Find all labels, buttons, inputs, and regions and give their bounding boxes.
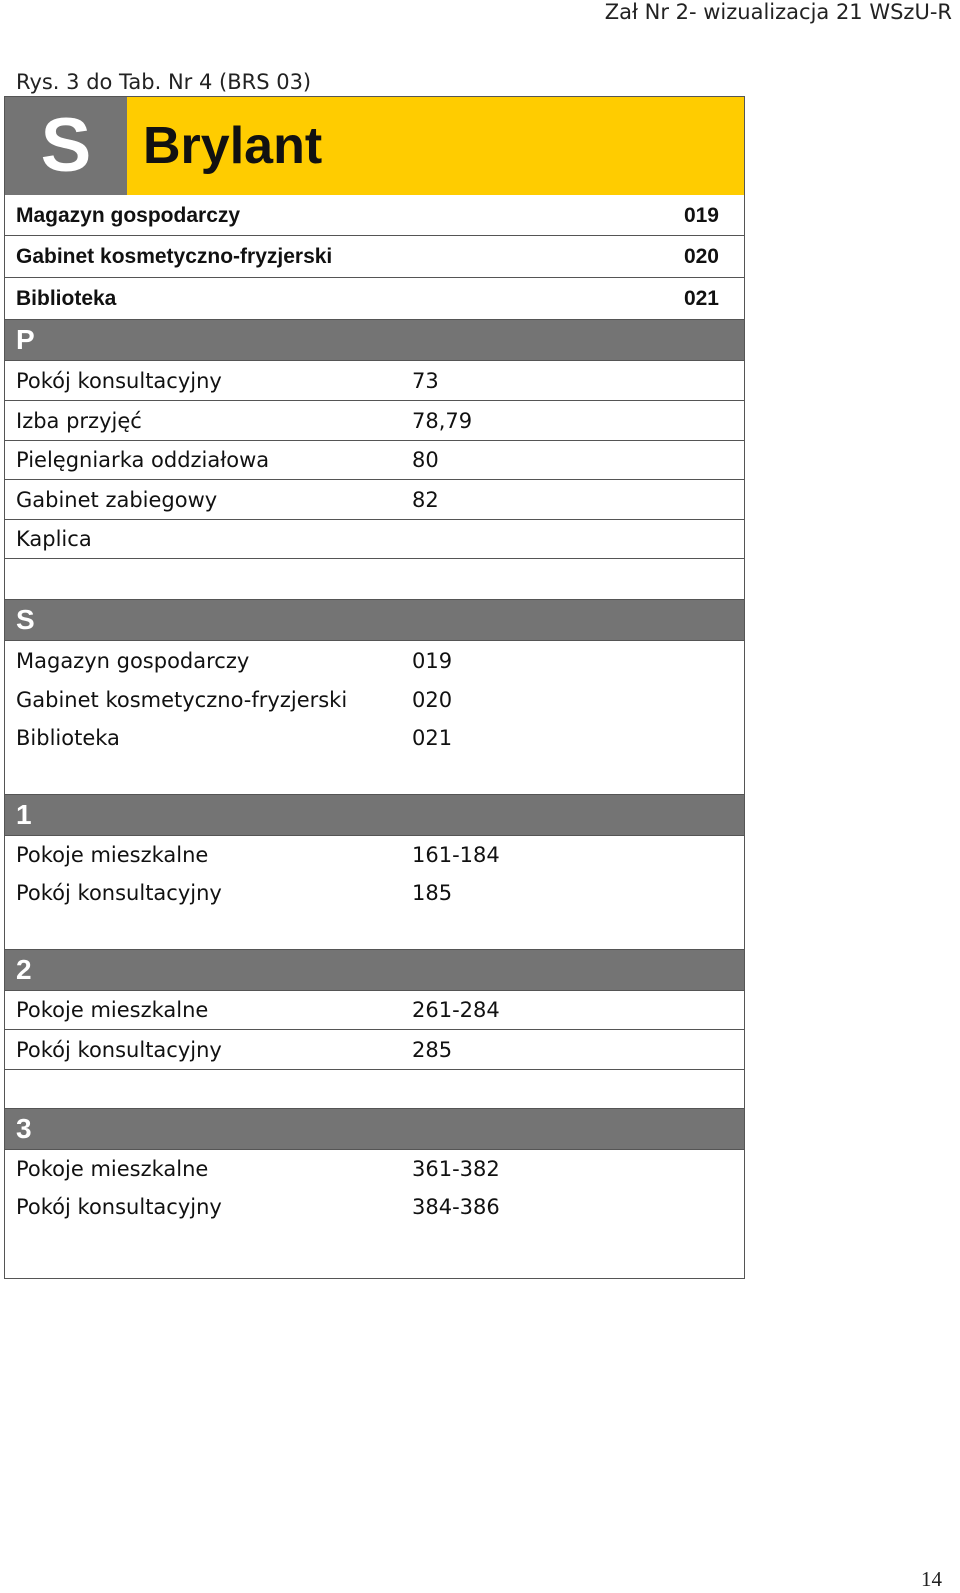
room-number: 73 xyxy=(412,369,439,393)
building-name: Brylant xyxy=(127,97,744,195)
room-number: 161-184 xyxy=(412,843,500,867)
room-label: Izba przyjęć xyxy=(16,409,142,433)
room-number: 021 xyxy=(412,726,453,750)
room-label: Pokoje mieszkalne xyxy=(16,998,209,1022)
section-row xyxy=(5,441,744,480)
intro-row xyxy=(5,278,744,319)
room-label: Pokój konsultacyjny xyxy=(16,369,222,393)
section-title: 3 xyxy=(16,1113,32,1144)
section-title: 1 xyxy=(16,799,32,830)
intro-row xyxy=(5,195,744,236)
section-row xyxy=(5,361,744,401)
section-row xyxy=(5,641,744,681)
room-number: 285 xyxy=(412,1038,453,1062)
room-label: Magazyn gospodarczy xyxy=(16,204,241,227)
section-row xyxy=(5,991,744,1030)
section-row xyxy=(5,836,744,874)
floor-letter: S xyxy=(5,97,127,195)
page-number: 14 xyxy=(921,1567,942,1591)
section-row xyxy=(5,681,744,719)
room-label: Magazyn gospodarczy xyxy=(16,649,250,673)
room-label: Pokoje mieszkalne xyxy=(16,1157,209,1181)
section-row xyxy=(5,480,744,520)
document-header: Zał Nr 2- wizualizacja 21 WSzU-R xyxy=(604,0,952,24)
section-row xyxy=(5,1030,744,1070)
section-row xyxy=(5,874,744,912)
room-number: 80 xyxy=(412,448,439,472)
section-row xyxy=(5,520,744,559)
room-number: 82 xyxy=(412,488,439,512)
section-row xyxy=(5,1150,744,1188)
room-number: 185 xyxy=(412,881,453,905)
section-title: 2 xyxy=(16,954,32,985)
section-row xyxy=(5,401,744,441)
intro-row xyxy=(5,236,744,278)
section-row xyxy=(5,1188,744,1226)
section-header-3 xyxy=(5,1108,744,1150)
room-number: 019 xyxy=(412,649,453,673)
room-number: 261-284 xyxy=(412,998,500,1022)
room-label: Kaplica xyxy=(16,527,92,551)
room-label: Biblioteka xyxy=(16,726,120,750)
floor-banner xyxy=(5,97,744,195)
empty-row xyxy=(5,559,744,599)
figure-caption: Rys. 3 do Tab. Nr 4 (BRS 03) xyxy=(16,70,312,94)
room-number: 020 xyxy=(683,245,719,268)
room-number: 384-386 xyxy=(412,1195,500,1219)
section-title: S xyxy=(16,604,35,635)
room-label: Pielęgniarka oddziałowa xyxy=(16,448,270,472)
room-number: 020 xyxy=(412,688,453,712)
room-label: Gabinet kosmetyczno-fryzjerski xyxy=(16,688,348,712)
room-label: Biblioteka xyxy=(16,287,117,310)
section-header-2 xyxy=(5,949,744,991)
room-label: Gabinet kosmetyczno-fryzjerski xyxy=(16,245,333,268)
room-label: Gabinet zabiegowy xyxy=(16,488,218,512)
room-label: Pokój konsultacyjny xyxy=(16,1038,222,1062)
room-label: Pokój konsultacyjny xyxy=(16,1195,222,1219)
room-number: 019 xyxy=(683,204,719,227)
section-title: P xyxy=(16,324,35,355)
room-label: Pokój konsultacyjny xyxy=(16,881,222,905)
room-label: Pokoje mieszkalne xyxy=(16,843,209,867)
room-number: 361-382 xyxy=(412,1157,500,1181)
room-number: 78,79 xyxy=(412,409,473,433)
empty-row xyxy=(5,1070,744,1108)
section-header-1 xyxy=(5,794,744,836)
room-number: 021 xyxy=(683,287,719,310)
section-row xyxy=(5,719,744,757)
section-header-p xyxy=(5,319,744,361)
section-header-s xyxy=(5,599,744,641)
room-directory-sheet xyxy=(4,96,745,1279)
